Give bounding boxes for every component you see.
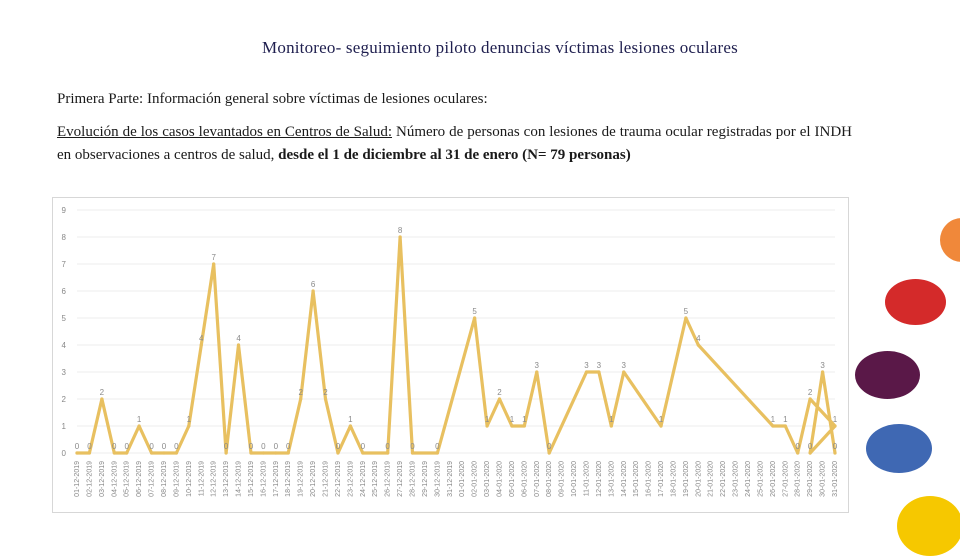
y-tick-label: 4: [61, 341, 66, 350]
x-tick-label: 23-01-2020: [732, 461, 740, 497]
x-tick-label: 21-01-2020: [707, 461, 715, 497]
x-tick-label: 28-01-2020: [794, 461, 802, 497]
y-tick-label: 3: [61, 368, 66, 377]
data-label: 4: [696, 334, 701, 343]
data-label: 0: [273, 442, 279, 451]
x-tick-label: 12-01-2020: [595, 461, 603, 497]
x-tick-label: 10-12-2019: [185, 461, 193, 497]
data-label: 0: [832, 442, 838, 451]
y-tick-label: 1: [61, 422, 66, 431]
data-point: [697, 343, 700, 346]
data-label: 1: [484, 415, 490, 424]
data-point: [659, 424, 662, 427]
x-tick-label: 18-01-2020: [670, 461, 678, 497]
para-text: Número de personas con lesiones de trauma ocular registradas por el INDH en observaciones a centros de salud,: [57, 124, 852, 163]
data-point: [784, 424, 787, 427]
x-tick-label: 22-12-2019: [334, 461, 342, 497]
data-label: 0: [807, 442, 813, 451]
data-label: 0: [87, 442, 92, 451]
data-label: 0: [112, 442, 117, 451]
y-tick-label: 6: [61, 287, 66, 296]
x-tick-label: 20-01-2020: [695, 461, 703, 497]
para-underlined: Evolución de los casos levantados en Centros de Salud:: [57, 124, 393, 140]
data-point: [249, 451, 252, 454]
x-tick-label: 09-01-2020: [558, 461, 566, 497]
x-tick-label: 25-01-2020: [757, 461, 765, 497]
x-tick-label: 07-01-2020: [533, 461, 541, 497]
chart-svg: [53, 198, 848, 512]
data-label: 0: [149, 442, 154, 451]
y-tick-label: 0: [61, 449, 66, 458]
data-label: 2: [298, 388, 303, 397]
x-tick-label: 11-01-2020: [583, 461, 591, 497]
yellow-circle-decoration: [897, 496, 960, 556]
data-label: 0: [795, 442, 800, 451]
data-label: 0: [74, 442, 80, 451]
data-label: 1: [509, 415, 515, 424]
data-label: 0: [385, 442, 390, 451]
x-tick-label: 07-12-2019: [148, 461, 156, 497]
data-point: [833, 424, 836, 427]
data-point: [311, 289, 314, 292]
x-tick-label: 20-12-2019: [310, 461, 318, 497]
data-point: [162, 451, 165, 454]
y-tick-label: 9: [61, 206, 66, 215]
data-point: [411, 451, 414, 454]
data-point: [436, 451, 439, 454]
x-tick-label: 26-12-2019: [384, 461, 392, 497]
x-tick-label: 02-01-2020: [471, 461, 479, 497]
line-chart: [52, 197, 849, 513]
data-point: [262, 451, 265, 454]
data-point: [274, 451, 277, 454]
x-tick-label: 31-12-2019: [446, 461, 454, 497]
data-label: 4: [236, 334, 241, 343]
data-point: [386, 451, 389, 454]
data-point: [324, 397, 327, 400]
data-point: [187, 424, 190, 427]
x-tick-label: 29-12-2019: [421, 461, 429, 497]
x-tick-label: 14-12-2019: [235, 461, 243, 497]
x-tick-label: 25-12-2019: [372, 461, 380, 497]
data-label: 2: [323, 388, 328, 397]
data-point: [548, 451, 551, 454]
x-tick-label: 03-12-2019: [98, 461, 106, 497]
data-point: [473, 316, 476, 319]
y-tick-label: 2: [61, 395, 66, 404]
x-tick-label: 08-01-2020: [546, 461, 554, 497]
x-tick-label: 23-12-2019: [347, 461, 355, 497]
data-point: [498, 397, 501, 400]
data-label: 2: [497, 388, 502, 397]
x-tick-label: 30-01-2020: [819, 461, 827, 497]
data-point: [150, 451, 153, 454]
x-tick-label: 27-12-2019: [397, 461, 405, 497]
data-label: 6: [310, 280, 316, 289]
data-label: 0: [360, 442, 366, 451]
x-tick-label: 01-12-2019: [74, 461, 81, 497]
data-point: [398, 235, 401, 238]
x-tick-label: 02-12-2019: [86, 461, 94, 497]
data-label: 0: [335, 442, 341, 451]
x-tick-label: 24-01-2020: [745, 461, 753, 497]
x-tick-label: 17-01-2020: [658, 461, 666, 497]
data-point: [585, 370, 588, 373]
data-point: [809, 397, 812, 400]
x-tick-label: 16-12-2019: [260, 461, 268, 497]
data-point: [622, 370, 625, 373]
x-tick-label: 19-01-2020: [682, 461, 690, 497]
x-tick-label: 27-01-2020: [782, 461, 790, 497]
data-point: [75, 451, 78, 454]
x-tick-label: 29-01-2020: [807, 461, 815, 497]
x-tick-label: 15-01-2020: [633, 461, 641, 497]
data-point: [212, 262, 215, 265]
data-label: 1: [832, 415, 838, 424]
data-point: [237, 343, 240, 346]
page-title: Monitoreo- seguimiento piloto denuncias víctimas lesiones oculares: [262, 38, 738, 57]
purple-circle-decoration: [855, 351, 920, 399]
data-label: 1: [609, 415, 614, 424]
x-tick-label: 21-12-2019: [322, 461, 330, 497]
y-tick-label: 7: [61, 260, 66, 269]
x-tick-label: 06-01-2020: [521, 461, 529, 497]
data-point: [361, 451, 364, 454]
section-subtitle: Primera Parte: Información general sobre víctimas de lesiones oculares:: [57, 91, 488, 107]
x-tick-label: 08-12-2019: [160, 461, 168, 497]
data-label: 1: [348, 415, 353, 424]
data-point: [610, 424, 613, 427]
data-point: [100, 397, 103, 400]
x-tick-label: 16-01-2020: [645, 461, 653, 497]
data-label: 3: [584, 361, 589, 370]
x-tick-label: 06-12-2019: [136, 461, 144, 497]
x-tick-label: 12-12-2019: [210, 461, 218, 497]
data-point: [200, 343, 203, 346]
data-point: [113, 451, 116, 454]
x-tick-label: 18-12-2019: [285, 461, 293, 497]
x-tick-label: 11-12-2019: [198, 461, 206, 497]
data-point: [510, 424, 513, 427]
data-label: 3: [621, 361, 626, 370]
data-point: [125, 451, 128, 454]
data-label: 7: [211, 253, 216, 262]
x-tick-label: 26-01-2020: [769, 461, 777, 497]
data-label: 3: [820, 361, 825, 370]
data-label: 4: [199, 334, 204, 343]
para-bold: desde el 1 de diciembre al 31 de enero (N= 79 personas): [278, 147, 631, 163]
x-tick-label: 31-01-2020: [832, 461, 839, 497]
x-tick-label: 24-12-2019: [359, 461, 367, 497]
x-tick-label: 05-01-2020: [508, 461, 516, 497]
data-point: [833, 451, 836, 454]
x-tick-label: 05-12-2019: [123, 461, 131, 497]
data-point: [809, 451, 812, 454]
data-label: 1: [136, 415, 142, 424]
data-label: 1: [770, 415, 776, 424]
data-label: 0: [124, 442, 129, 451]
x-tick-label: 13-12-2019: [223, 461, 231, 497]
blue-circle-decoration: [866, 424, 932, 473]
x-tick-label: 09-12-2019: [173, 461, 181, 497]
data-label: 5: [683, 307, 689, 316]
data-label: 1: [783, 415, 788, 424]
orange-circle-decoration: [940, 218, 960, 262]
x-tick-label: 28-12-2019: [409, 461, 417, 497]
x-tick-label: 10-01-2020: [571, 461, 579, 497]
data-label: 3: [534, 361, 539, 370]
data-point: [299, 397, 302, 400]
x-tick-label: 30-12-2019: [434, 461, 442, 497]
data-label: 0: [261, 442, 266, 451]
data-point: [349, 424, 352, 427]
data-point: [175, 451, 178, 454]
data-label: 0: [161, 442, 167, 451]
data-label: 0: [223, 442, 229, 451]
data-label: 3: [596, 361, 602, 370]
data-point: [535, 370, 538, 373]
data-label: 0: [410, 442, 415, 451]
x-tick-label: 04-01-2020: [496, 461, 504, 497]
data-label: 0: [174, 442, 179, 451]
data-label: 0: [286, 442, 291, 451]
data-label: 0: [435, 442, 440, 451]
data-label: 0: [248, 442, 254, 451]
red-circle-decoration: [885, 279, 946, 325]
x-tick-label: 03-01-2020: [484, 461, 492, 497]
x-tick-label: 17-12-2019: [272, 461, 280, 497]
x-tick-label: 19-12-2019: [297, 461, 305, 497]
data-label: 1: [658, 415, 664, 424]
data-point: [684, 316, 687, 319]
data-point: [796, 451, 799, 454]
data-point: [485, 424, 488, 427]
data-point: [771, 424, 774, 427]
data-label: 1: [186, 415, 192, 424]
x-tick-label: 15-12-2019: [247, 461, 255, 497]
data-point: [821, 370, 824, 373]
description-paragraph: [57, 121, 852, 167]
x-tick-label: 13-01-2020: [608, 461, 616, 497]
data-label: 1: [522, 415, 527, 424]
data-label: 0: [546, 442, 552, 451]
data-point: [287, 451, 290, 454]
data-label: 8: [397, 226, 403, 235]
data-point: [336, 451, 339, 454]
data-point: [523, 424, 526, 427]
x-tick-label: 14-01-2020: [620, 461, 628, 497]
data-point: [597, 370, 600, 373]
x-tick-label: 04-12-2019: [111, 461, 119, 497]
data-label: 5: [472, 307, 477, 316]
y-tick-label: 8: [61, 233, 66, 242]
data-label: 2: [807, 388, 813, 397]
x-tick-label: 22-01-2020: [720, 461, 728, 497]
y-tick-label: 5: [61, 314, 66, 323]
data-point: [88, 451, 91, 454]
data-label: 2: [99, 388, 105, 397]
x-tick-label: 01-01-2020: [459, 461, 467, 497]
data-point: [138, 424, 141, 427]
data-point: [225, 451, 228, 454]
